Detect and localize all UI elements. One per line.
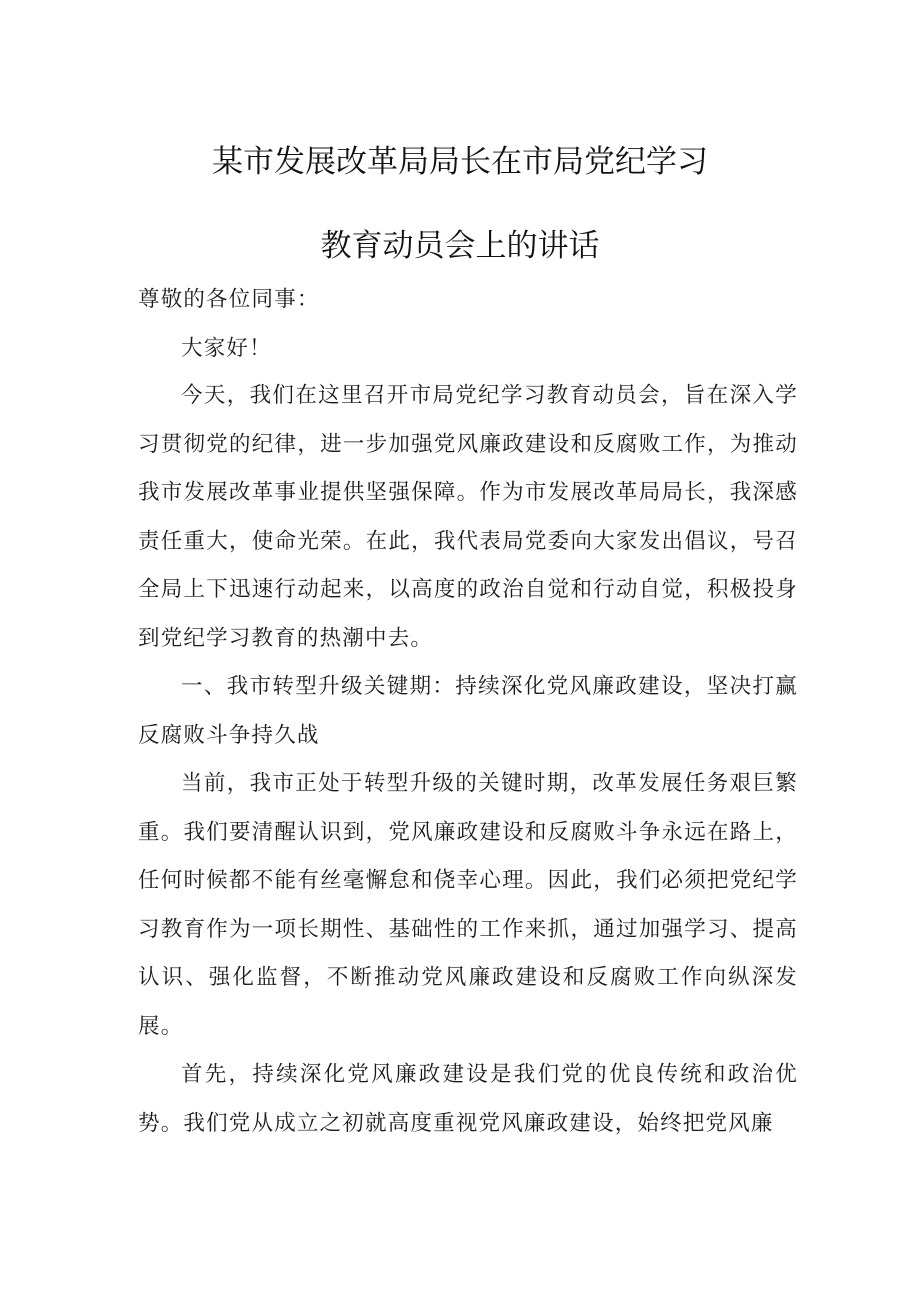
salutation: 尊敬的各位同事： [138, 287, 320, 312]
body-content [138, 372, 798, 1148]
document-title-line-1: 某市发展改革局局长在市局党纪学习 [212, 144, 708, 180]
paragraph-first-point: 首先，持续深化党风廉政建设是我们党的优良传统和政治优势。我们党从成立之初就高度重视党风廉政建设，始终把党风廉 [138, 1062, 798, 1136]
section-heading-1: 一、我市转型升级关键期：持续深化党风廉政建设，坚决打赢反腐败斗争持久战 [138, 674, 798, 748]
greeting [138, 325, 798, 374]
paragraph-current-situation: 当前，我市正处于转型升级的关键时期，改革发展任务艰巨繁重。我们要清醒认识到，党风廉政建设和反腐败斗争永远在路上，任何时候都不能有丝毫懈怠和侥幸心理。因此，我们必须把党纪学习教育作为一项长期性、基础性的工作来抓，通过加强学习、提高认识、强化监督，不断推动党风廉政建设和反腐败工作向纵深发展。 [138, 771, 798, 1039]
document-title-line-2: 教育动员会上的讲话 [320, 228, 600, 264]
paragraph-intro: 今天，我们在这里召开市局党纪学习教育动员会，旨在深入学习贯彻党的纪律，进一步加强党风廉政建设和反腐败工作，为推动我市发展改革事业提供坚强保障。作为市发展改革局局长，我深感责任重大，使命光荣。在此，我代表局党委向大家发出倡议，号召全局上下迅速行动起来，以高度的政治自觉和行动自觉，积极投身到党纪学习教育的热潮中去。 [138, 383, 798, 651]
greeting-text: 大家好！ [181, 336, 272, 361]
